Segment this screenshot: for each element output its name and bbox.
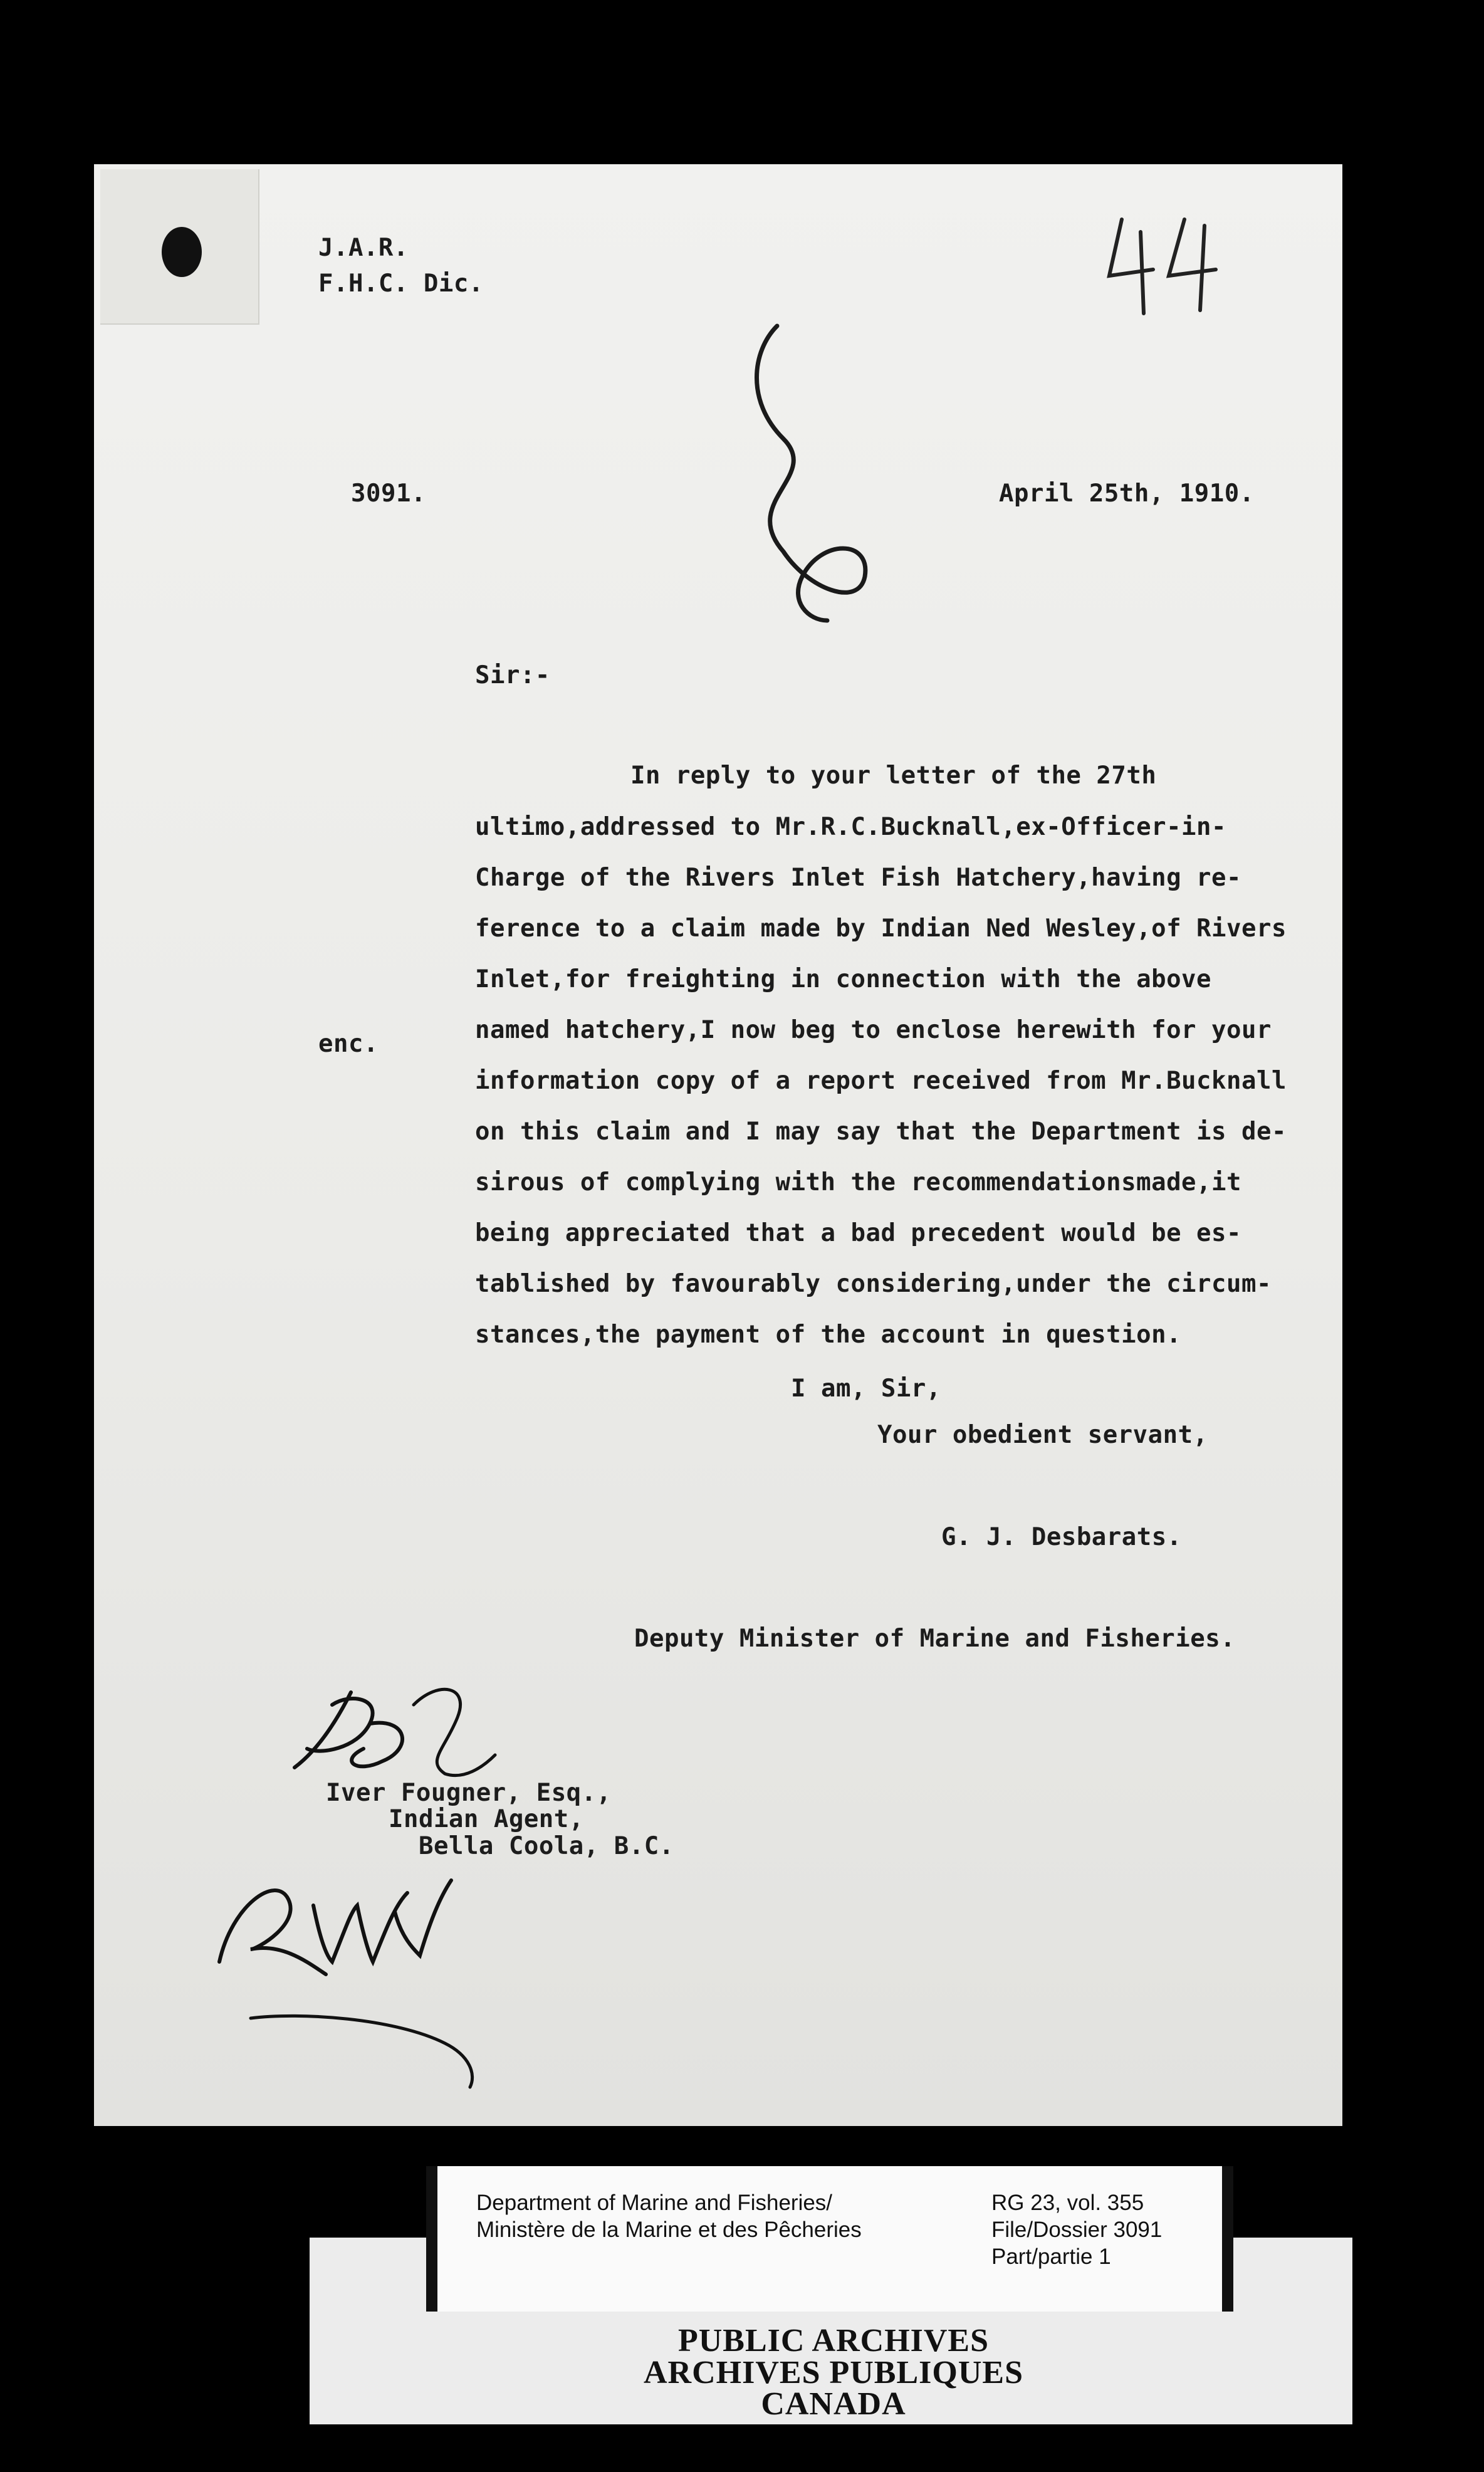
body-line-7: information copy of a report received from Mr.Bucknall xyxy=(475,1067,1287,1095)
body-line-4: ference to a claim made by Indian Ned Wesley,of Rivers xyxy=(475,914,1287,943)
handwritten-initials-top xyxy=(282,1680,508,1786)
body-line-1: In reply to your letter of the 27th xyxy=(630,762,1157,790)
header-file-ref: F.H.C. Dic. xyxy=(318,270,484,298)
addressee-name: Iver Fougner, Esq., xyxy=(326,1779,612,1807)
salutation: Sir:- xyxy=(475,661,550,689)
header-initials: J.A.R. xyxy=(318,234,409,262)
stamp-public-archives: PUBLIC ARCHIVES xyxy=(677,2323,990,2359)
body-line-3: Charge of the Rivers Inlet Fish Hatchery,having re- xyxy=(475,864,1241,892)
stamp-archives-publiques: ARCHIVES PUBLIQUES xyxy=(643,2355,1024,2391)
file-number: 3091. xyxy=(351,479,426,508)
handwritten-initials-bottom xyxy=(207,1855,533,2118)
body-line-5: Inlet,for freighting in connection with the above xyxy=(475,965,1212,993)
addressee-location: Bella Coola, B.C. xyxy=(419,1832,674,1860)
body-line-10: being appreciated that a bad precedent would be es- xyxy=(475,1219,1241,1247)
signer-name: G. J. Desbarats. xyxy=(941,1523,1182,1551)
body-line-6: named hatchery,I now beg to enclose herewith for your xyxy=(475,1016,1272,1044)
body-line-11: tablished by favourably considering,under the circum- xyxy=(475,1270,1272,1298)
signer-title: Deputy Minister of Marine and Fisheries. xyxy=(634,1625,1236,1653)
addressee-title: Indian Agent, xyxy=(389,1805,584,1833)
label-record-group: RG 23, vol. 355 xyxy=(991,2191,1144,2215)
label-department-french: Ministère de la Marine et des Pêcheries xyxy=(476,2218,862,2242)
closing-line-2: Your obedient servant, xyxy=(877,1421,1208,1449)
stamp-canada: CANADA xyxy=(761,2386,906,2422)
closing-line-1: I am, Sir, xyxy=(791,1375,941,1403)
label-file-number: File/Dossier 3091 xyxy=(991,2218,1163,2242)
page-number-84 xyxy=(1097,207,1228,326)
enclosure-note: enc. xyxy=(318,1030,379,1058)
body-line-9: sirous of complying with the recommendationsmade,it xyxy=(475,1168,1241,1197)
body-line-2: ultimo,addressed to Mr.R.C.Bucknall,ex-Officer-in- xyxy=(475,813,1226,841)
folio-mark-6 xyxy=(727,313,877,639)
letter-date: April 25th, 1910. xyxy=(999,479,1255,508)
body-line-12: stances,the payment of the account in question. xyxy=(475,1321,1182,1349)
body-line-8: on this claim and I may say that the Department is de- xyxy=(475,1118,1287,1146)
punch-hole xyxy=(162,227,202,277)
label-part-number: Part/partie 1 xyxy=(991,2244,1111,2269)
label-department-english: Department of Marine and Fisheries/ xyxy=(476,2191,833,2215)
